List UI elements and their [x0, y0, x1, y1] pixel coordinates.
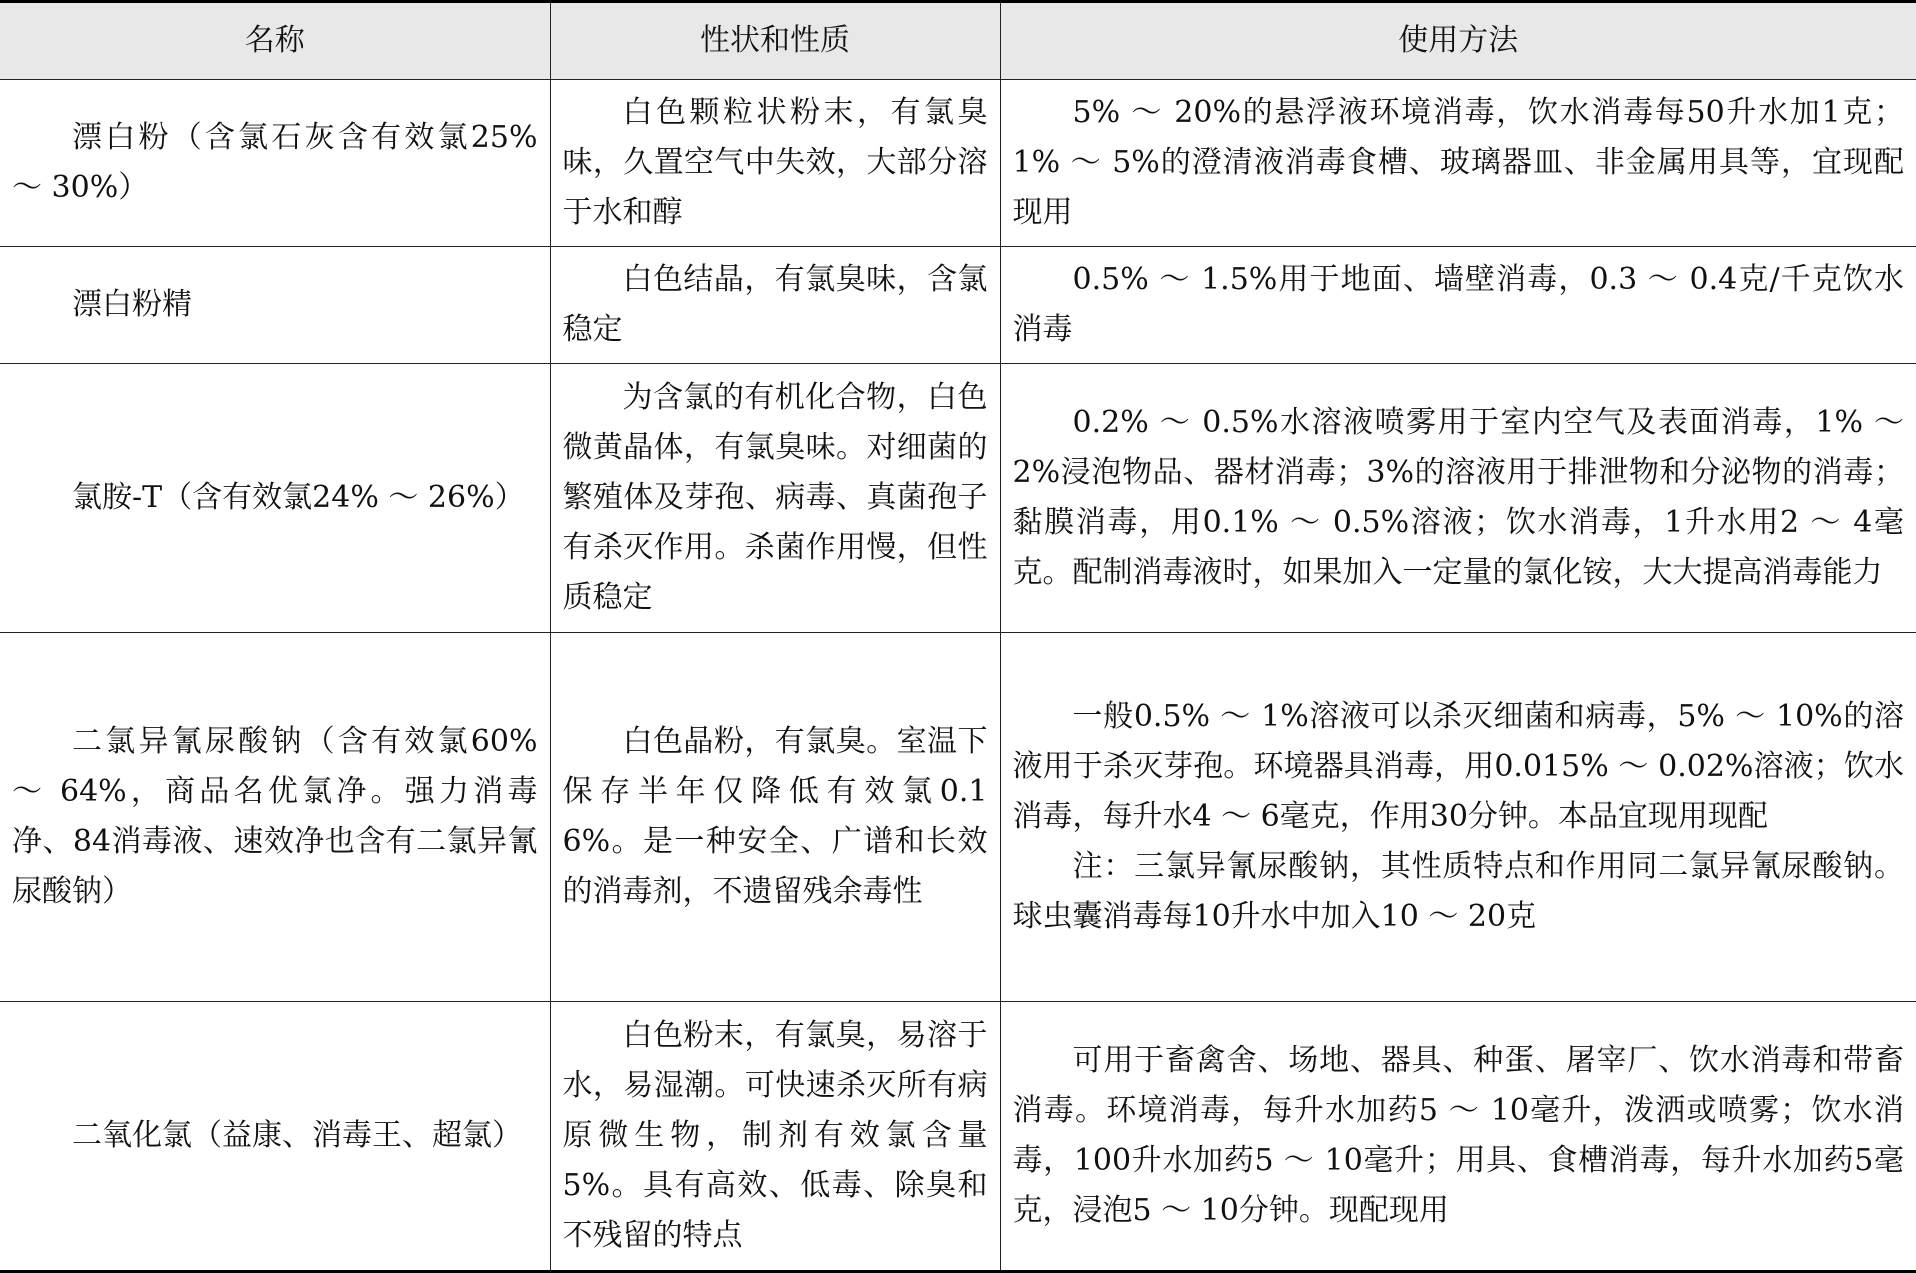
table-row [0, 1002, 1916, 1272]
usage-cell [1000, 1002, 1916, 1272]
name-cell [0, 1002, 550, 1272]
usage-cell [1000, 80, 1916, 247]
usage-cell [1000, 247, 1916, 364]
name-text: 漂白粉（含氯石灰含有效氯25% ～ 30%） [12, 120, 538, 205]
property-text: 白色颗粒状粉末，有氯臭味，久置空气中失效，大部分溶于水和醇 [562, 95, 988, 230]
usage-cell [1000, 364, 1916, 633]
name-text: 氯胺-T（含有效氯24% ～ 26%） [72, 480, 525, 515]
table-row [0, 633, 1916, 1002]
property-text: 白色晶粉，有氯臭。室温下保存半年仅降低有效氯0.16%。是一种安全、广谱和长效的消毒剂，不遗留残余毒性 [562, 724, 988, 909]
name-cell [0, 364, 550, 633]
property-text: 白色粉末，有氯臭，易溶于水，易湿潮。可快速杀灭所有病原微生物，制剂有效氯含量5%。具有高效、低毒、除臭和不残留的特点 [562, 1018, 988, 1253]
usage-text: 5% ～ 20%的悬浮液环境消毒，饮水消毒每50升水加1克；1% ～ 5%的澄清液消毒食槽、玻璃器皿、非金属用具等，宜现配现用 [1012, 95, 1904, 230]
table-row [0, 80, 1916, 247]
name-cell [0, 633, 550, 1002]
header-name: 名称 [0, 2, 550, 80]
usage-text: 0.2% ～ 0.5%水溶液喷雾用于室内空气及表面消毒，1% ～ 2%浸泡物品、器材消毒；3%的溶液用于排泄物和分泌物的消毒；黏膜消毒，用0.1% ～ 0.5%溶液；饮水消毒，1升水用2 ～ 4毫克。配制消毒液时，如果加入一定量的氯化铵，大大提高消毒能力 [1012, 405, 1904, 590]
usage-cell [1000, 633, 1916, 1002]
table-row [0, 364, 1916, 633]
header-row [0, 2, 1916, 80]
property-text: 白色结晶，有氯臭味，含氯稳定 [562, 262, 988, 347]
name-cell [0, 247, 550, 364]
table-body [0, 80, 1916, 1272]
name-text: 二氧化氯（益康、消毒王、超氯） [72, 1118, 522, 1153]
property-cell [550, 364, 1000, 633]
usage-note: 注：三氯异氰尿酸钠，其性质特点和作用同二氯异氰尿酸钠。球虫囊消毒每10升水中加入10 ～ 20克 [1012, 849, 1904, 934]
table-header [0, 2, 1916, 80]
usage-text: 0.5% ～ 1.5%用于地面、墙壁消毒，0.3 ～ 0.4克/千克饮水消毒 [1012, 262, 1904, 347]
usage-text: 可用于畜禽舍、场地、器具、种蛋、屠宰厂、饮水消毒和带畜消毒。环境消毒，每升水加药5 ～ 10毫升，泼洒或喷雾；饮水消毒，100升水加药5 ～ 10毫升；用具、食槽消毒，每升水加药5毫克，浸泡5 ～ 10分钟。现配现用 [1012, 1043, 1904, 1228]
property-cell [550, 1002, 1000, 1272]
property-cell [550, 80, 1000, 247]
table-row [0, 247, 1916, 364]
name-text: 二氯异氰尿酸钠（含有效氯60% ～ 64%，商品名优氯净。强力消毒净、84消毒液、速效净也含有二氯异氰尿酸钠） [12, 724, 538, 909]
property-cell [550, 633, 1000, 1002]
name-text: 漂白粉精 [72, 287, 192, 322]
name-cell [0, 80, 550, 247]
header-property: 性状和性质 [550, 2, 1000, 80]
property-text: 为含氯的有机化合物，白色微黄晶体，有氯臭味。对细菌的繁殖体及芽孢、病毒、真菌孢子有杀灭作用。杀菌作用慢，但性质稳定 [562, 380, 988, 615]
usage-text: 一般0.5% ～ 1%溶液可以杀灭细菌和病毒，5% ～ 10%的溶液用于杀灭芽孢。环境器具消毒，用0.015% ～ 0.02%溶液；饮水消毒，每升水4 ～ 6毫克，作用30分钟。本品宜现用现配 [1012, 699, 1904, 834]
property-cell [550, 247, 1000, 364]
header-usage: 使用方法 [1000, 2, 1916, 80]
